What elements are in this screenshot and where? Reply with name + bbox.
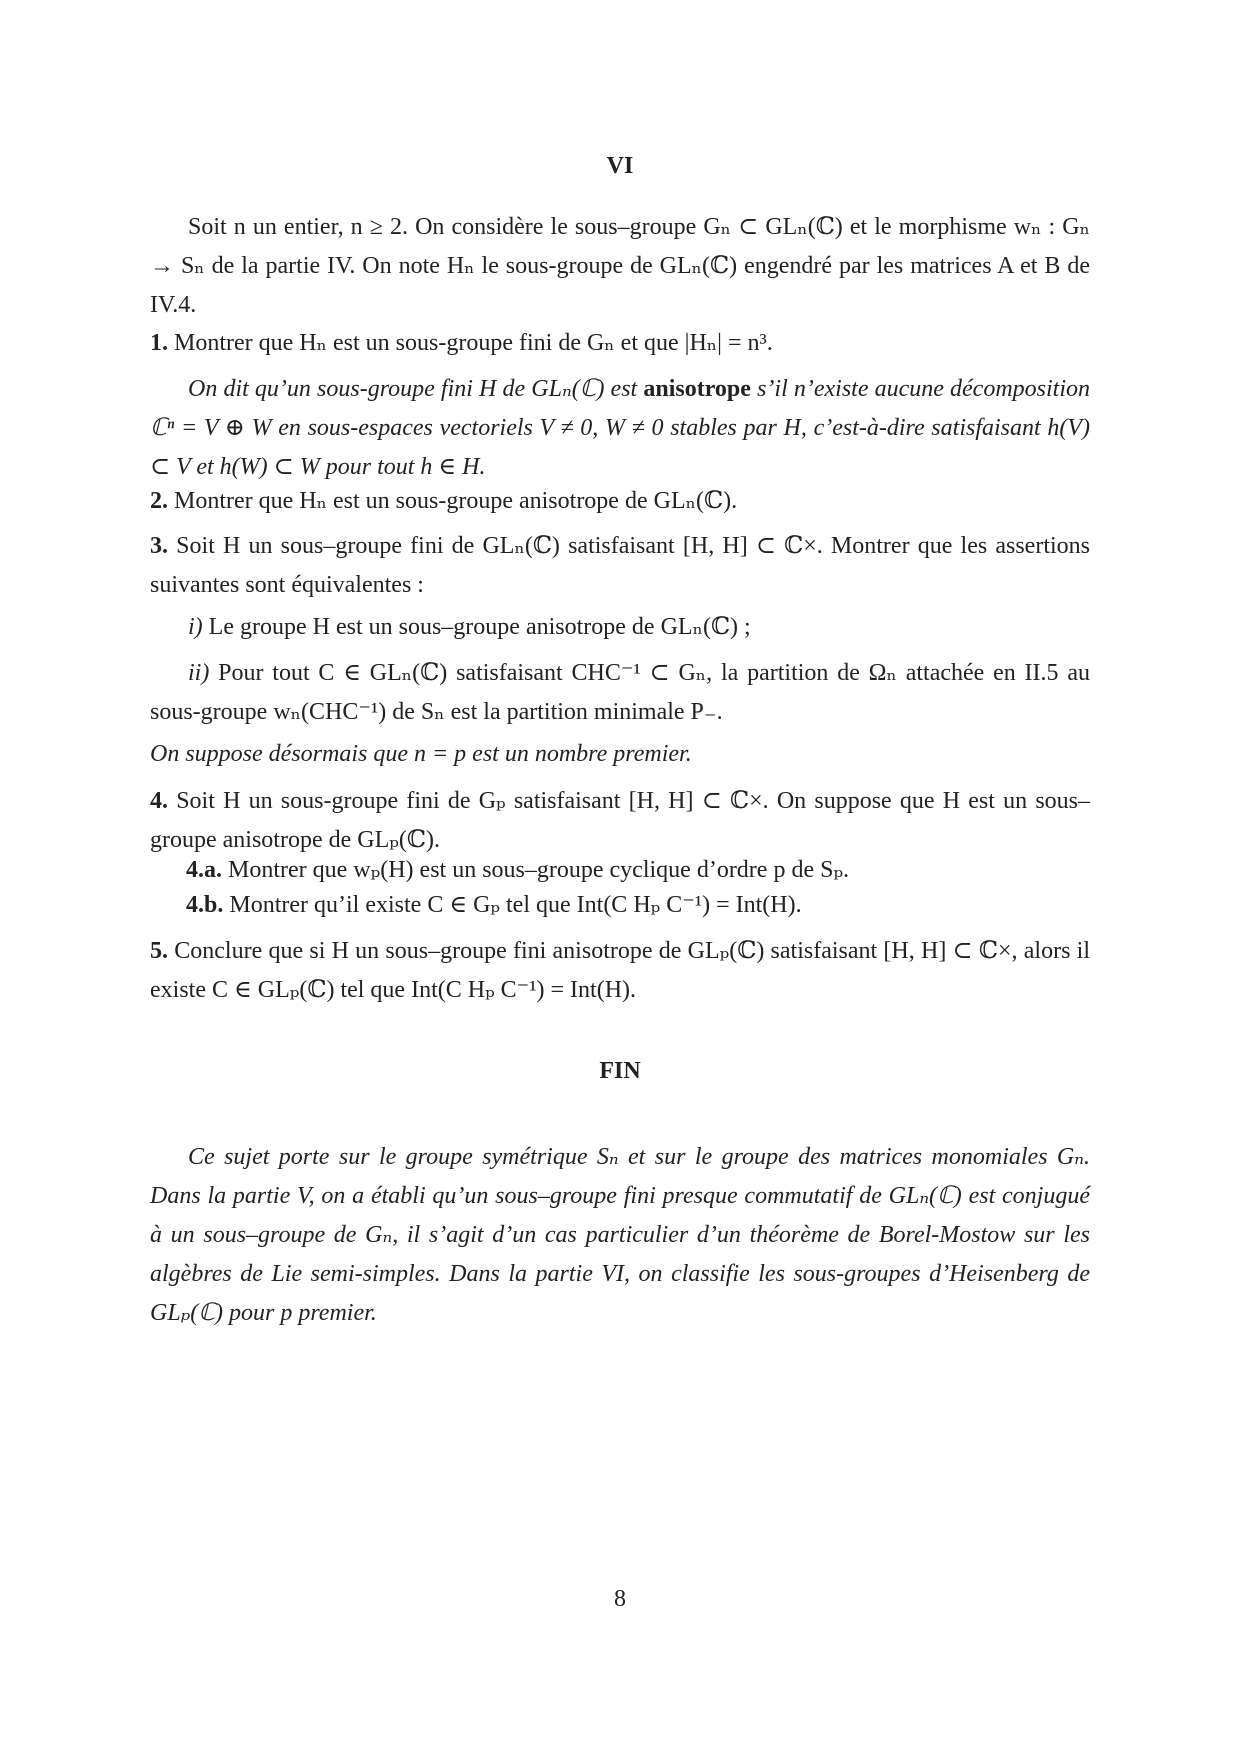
question-2-number: 2. bbox=[150, 488, 168, 514]
definition-term: anisotrope bbox=[643, 376, 751, 402]
question-3-item-i bbox=[150, 608, 1090, 647]
question-4-text: Soit H un sous-groupe fini de Gₚ satisfaisant [H, H] ⊂ ℂ×. On suppose que H est un sous–groupe anisotrope de GLₚ(ℂ). bbox=[150, 788, 1091, 853]
question-5-text: Conclure que si H un sous–groupe fini anisotrope de GLₚ(ℂ) satisfaisant [H, H] ⊂ ℂ×, alors il existe C ∈ GLₚ(ℂ) tel que Int(C Hₚ C⁻¹) = Int(H). bbox=[150, 938, 1091, 1003]
question-4b-number: 4.b. bbox=[186, 892, 224, 918]
assumption-line: On suppose désormais que n = p est un nombre premier. bbox=[150, 741, 692, 767]
question-4b bbox=[186, 886, 1090, 925]
item-ii-text: Pour tout C ∈ GLₙ(ℂ) satisfaisant CHC⁻¹ ⊂ Gₙ, la partition de Ωₙ attachée en II.5 au sous-groupe wₙ(CHC⁻¹) de Sₙ est la partition minimale P₋. bbox=[150, 660, 1091, 725]
item-i-text: Le groupe H est un sous–groupe anisotrope de GLₙ(ℂ) ; bbox=[208, 614, 751, 640]
question-3-text: Soit H un sous–groupe fini de GLₙ(ℂ) satisfaisant [H, H] ⊂ ℂ×. Montrer que les assertions suivantes sont équivalentes : bbox=[150, 533, 1090, 598]
question-4b-text: Montrer qu’il existe C ∈ Gₚ tel que Int(C Hₚ C⁻¹) = Int(H). bbox=[229, 892, 802, 918]
question-4-number: 4. bbox=[150, 788, 168, 814]
intro-line-3: matrices A et B de IV.4. bbox=[150, 253, 1091, 318]
question-3-item-ii bbox=[150, 654, 1090, 732]
question-3-number: 3. bbox=[150, 533, 168, 559]
intro-paragraph bbox=[150, 208, 1090, 325]
question-4a-text: Montrer que wₚ(H) est un sous–groupe cyclique d’ordre p de Sₚ. bbox=[228, 857, 850, 883]
question-2 bbox=[150, 482, 1090, 521]
question-3 bbox=[150, 527, 1090, 605]
section-title: VI bbox=[606, 153, 634, 179]
summary-paragraph: Ce sujet porte sur le groupe symétrique Sₙ et sur le groupe des matrices monomiales Gₙ. Dans la partie V, on a établi qu’un sous–groupe fini presque commutatif de GLₙ(ℂ) est conjugué à un sous–groupe de Gₙ, il s’agit d’un cas particulier d’un théorème de Borel-Mostow sur les algèbres de Lie semi-simples. Dans la partie VI, on classifie les sous-groupes d’Heisenberg de GLₚ(ℂ) pour p premier. bbox=[150, 1144, 1090, 1326]
question-4a-number: 4.a. bbox=[186, 857, 222, 883]
question-5-number: 5. bbox=[150, 938, 168, 964]
question-4 bbox=[150, 782, 1090, 860]
definition-after: s’il n’existe aucune décomposition ℂⁿ = V ⊕ W en sous-espaces vectoriels V ≠ 0, W ≠ 0 stables par H, c’est-à-dire satisfaisant h(V) ⊂ V et h(W) ⊂ W pour tout h ∈ H. bbox=[150, 376, 1091, 480]
page-number: 8 bbox=[614, 1586, 626, 1612]
intro-line-1: Soit n un entier, n ≥ 2. On considère le sous–groupe Gₙ ⊂ GLₙ(ℂ) et le morphisme bbox=[188, 214, 1007, 240]
item-i-label: i) bbox=[188, 614, 203, 640]
item-ii-label: ii) bbox=[188, 660, 210, 686]
definition-before: On dit qu’un sous-groupe fini H de GLₙ(ℂ) est bbox=[188, 376, 638, 402]
intro-line-2: wₙ : Gₙ → Sₙ de la partie IV. On note Hₙ le sous-groupe de GLₙ(ℂ) engendré par les bbox=[150, 214, 1091, 279]
definition-paragraph bbox=[150, 370, 1090, 487]
question-1 bbox=[150, 324, 1090, 363]
question-2-text: Montrer que Hₙ est un sous-groupe anisotrope de GLₙ(ℂ). bbox=[174, 488, 738, 514]
question-1-text: Montrer que Hₙ est un sous-groupe fini de Gₙ et que |Hₙ| = n³. bbox=[174, 330, 773, 356]
end-title: FIN bbox=[599, 1058, 641, 1084]
question-1-number: 1. bbox=[150, 330, 168, 356]
question-4a bbox=[186, 851, 1090, 890]
question-5 bbox=[150, 932, 1090, 1010]
document-page bbox=[150, 0, 1090, 1754]
